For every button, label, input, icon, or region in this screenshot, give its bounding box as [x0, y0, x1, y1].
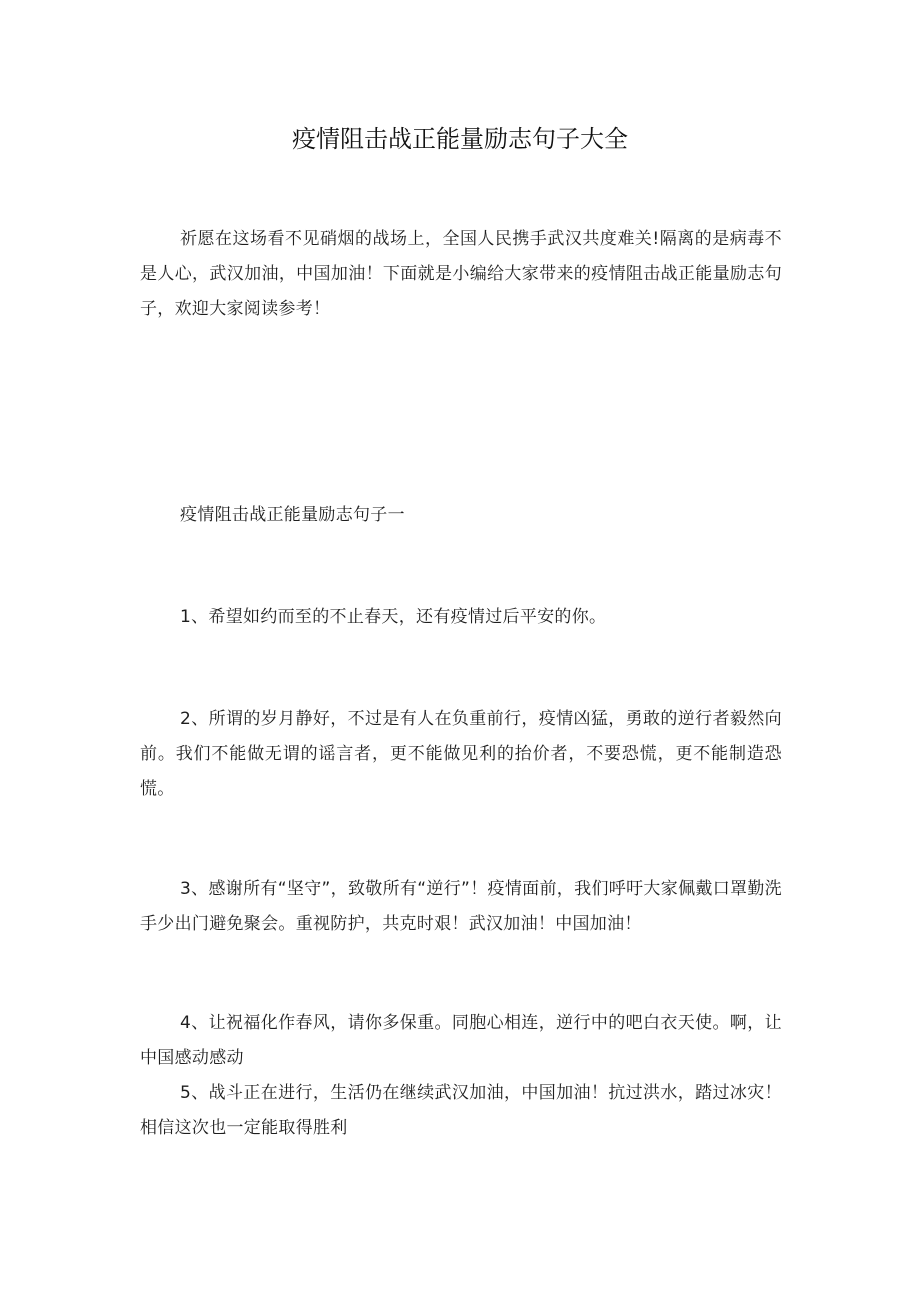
list-item-5: 5、战斗正在进行，生活仍在继续武汉加油，中国加油！抗过洪水，踏过冰灾！相信这次也一定能取得胜利 — [140, 1083, 782, 1138]
document-title: 疫情阻击战正能量励志句子大全 — [292, 125, 628, 153]
list-item-4: 4、让祝福化作春风，请你多保重。同胞心相连，逆行中的吧白衣天使。啊，让中国感动感动 — [140, 1013, 782, 1068]
list-item-3: 3、感谢所有“坚守”，致敬所有“逆行”！疫情面前，我们呼吁大家佩戴口罩勤洗手少出门避免聚会。重视防护，共克时艰！武汉加油！中国加油！ — [140, 879, 782, 934]
section-heading: 疫情阻击战正能量励志句子一 — [180, 505, 405, 525]
list-item-1: 1、希望如约而至的不止春天，还有疫情过后平安的你。 — [180, 607, 607, 627]
list-item-2: 2、所谓的岁月静好，不过是有人在负重前行，疫情凶猛，勇敢的逆行者毅然向前。我们不能做无谓的谣言者，更不能做见利的抬价者，不要恐慌，更不能制造恐慌。 — [140, 709, 782, 799]
intro-paragraph: 祈愿在这场看不见硝烟的战场上，全国人民携手武汉共度难关!隔离的是病毒不是人心，武汉加油，中国加油！下面就是小编给大家带来的疫情阻击战正能量励志句子，欢迎大家阅读参考！ — [140, 229, 782, 319]
